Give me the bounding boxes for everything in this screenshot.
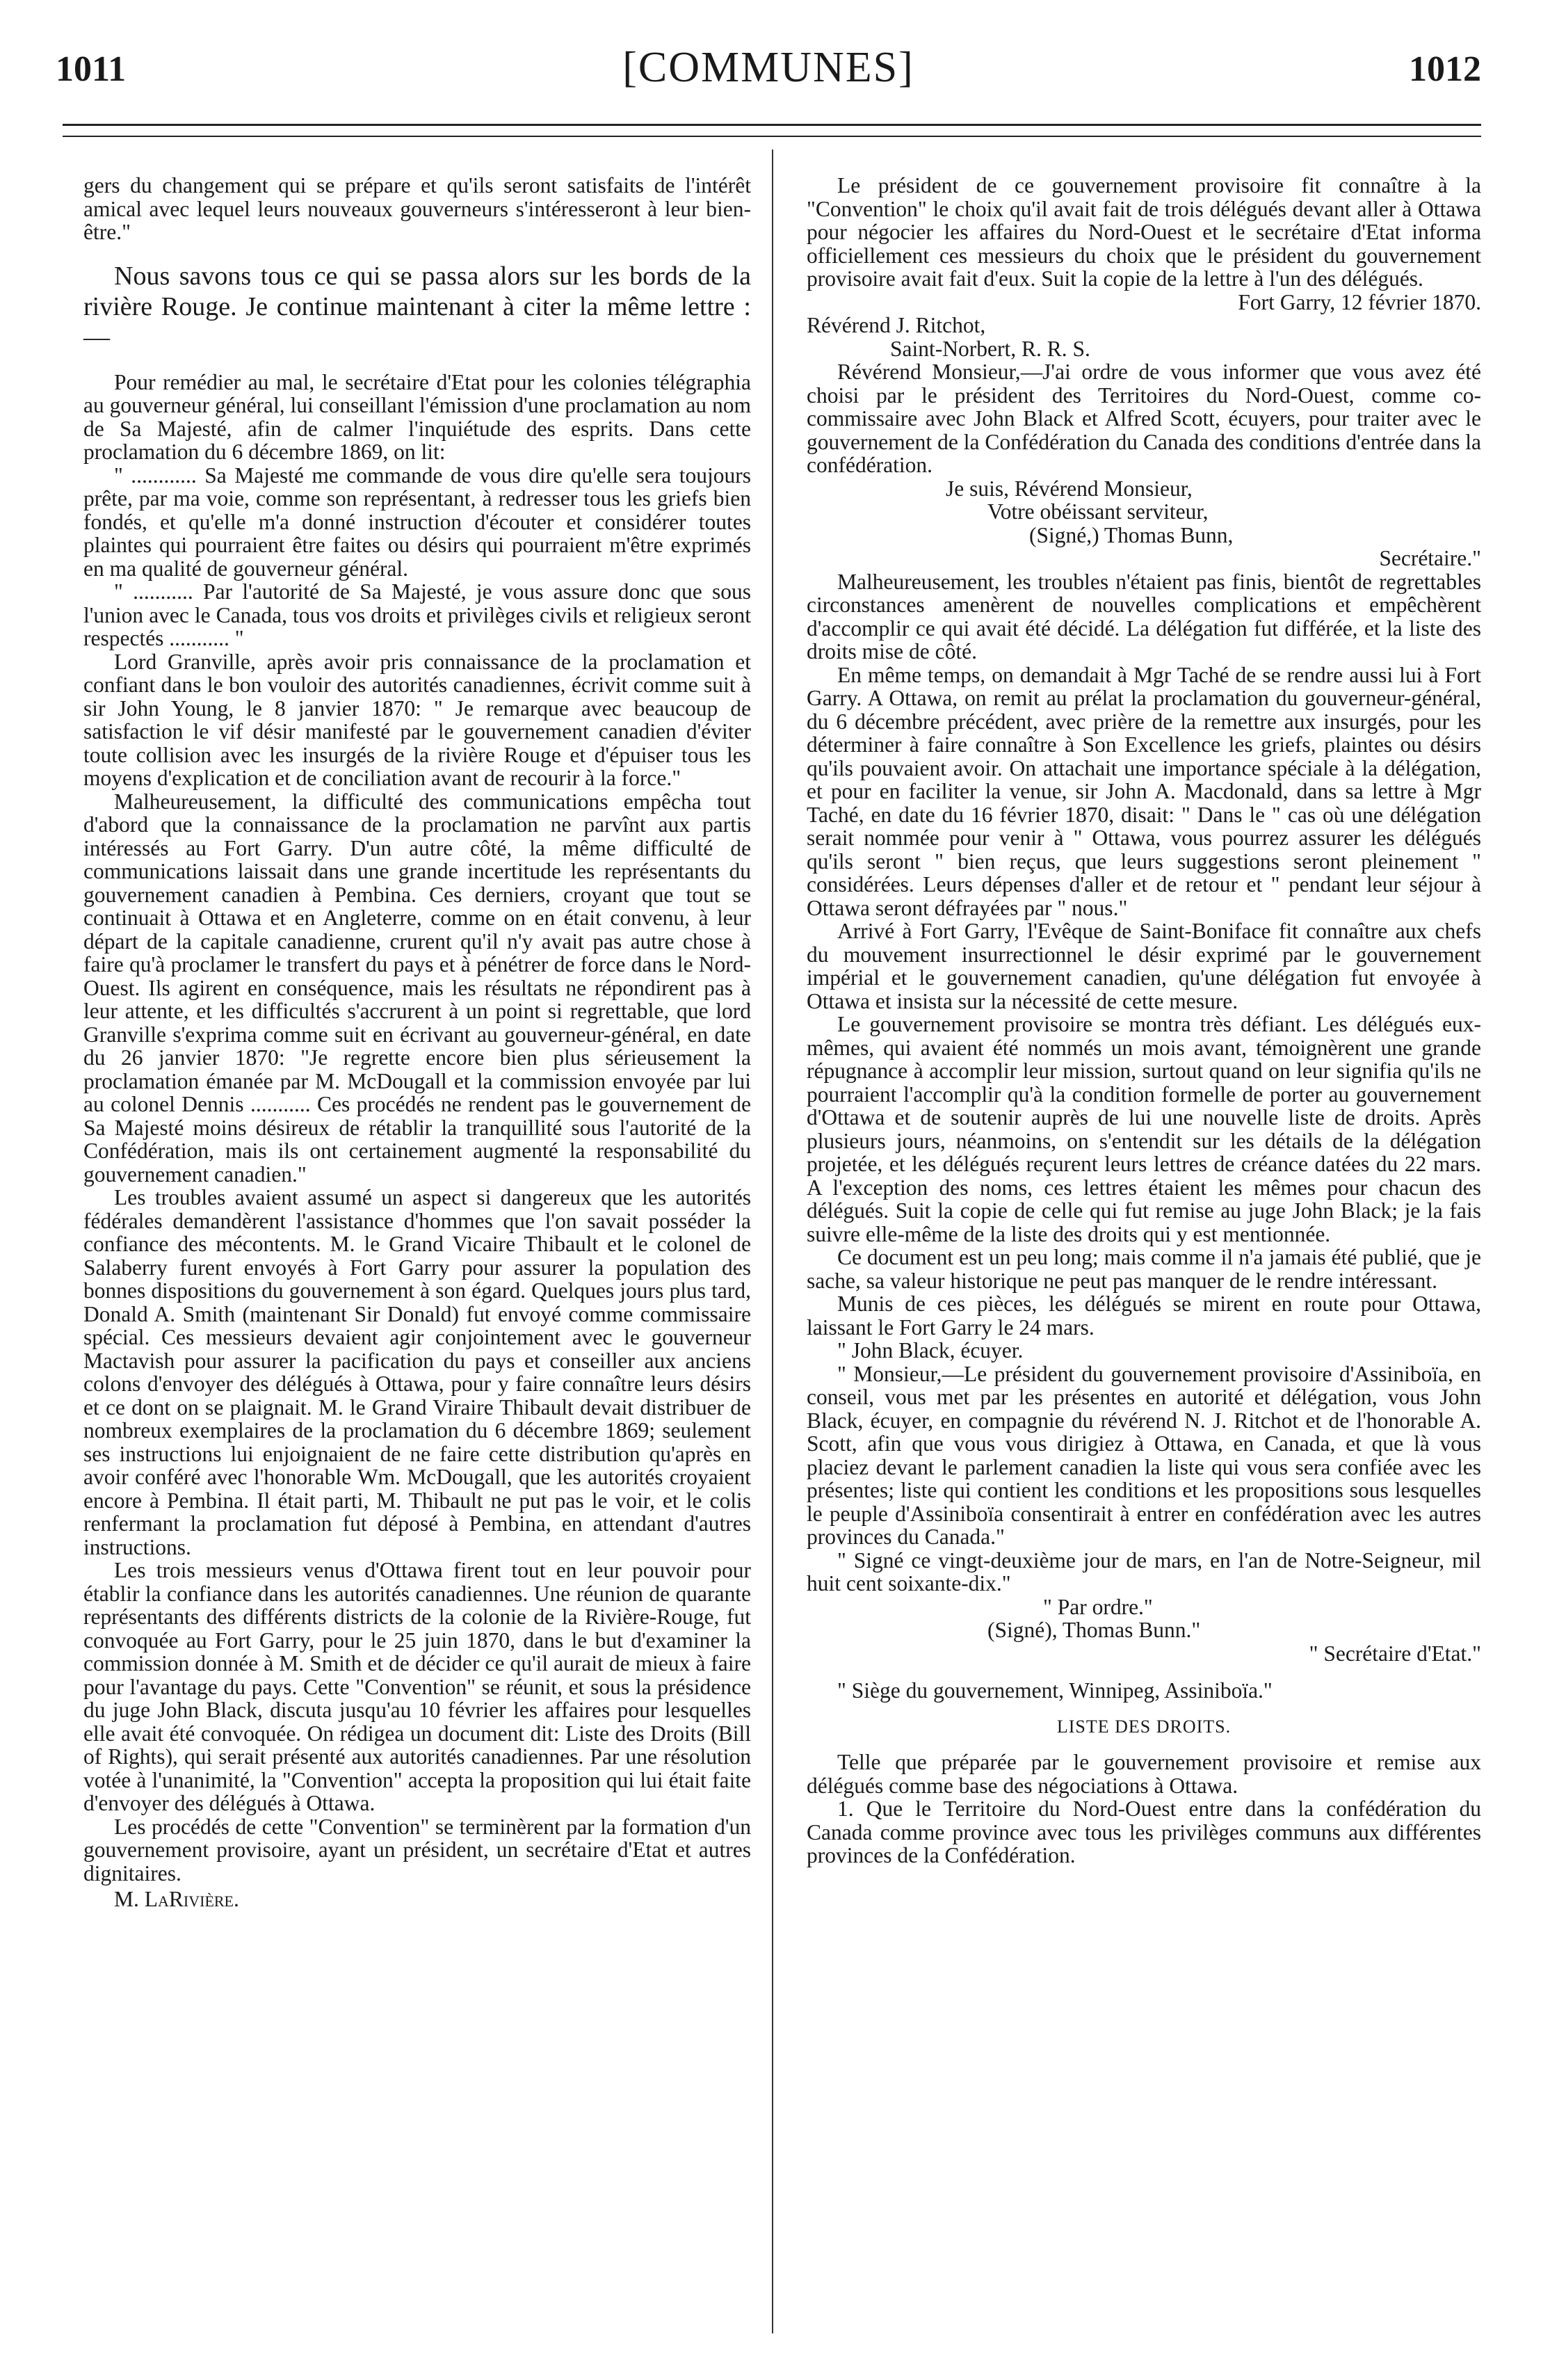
header-rule-bottom xyxy=(63,136,1481,137)
page-number-left: 1011 xyxy=(56,49,127,89)
running-head: [COMMUNES] xyxy=(622,44,914,91)
quote-paragraph: Les troubles avaient assumé un aspect si dangereux que les autorités fédérales demandèrent l'assistance d'hommes que l'on savait posséder la confiance des mécontents. M. le Grand Vicaire Thibault et le colonel de Salaberry furent envoyés à Fort Garry pour assurer la population des bonnes dispositions du gouvernement à son égard. Quelques jours plus tard, Donald A. Smith (maintenant Sir Donald) fut envoyé comme commissaire spécial. Ces messieurs devaient agir conjointement avec le gouverneur Mactavish pour assurer la pacification du pays et conseiller aux anciens colons d'envoyer des délégués à Ottawa, pour y faire connaître leurs désirs et ce dont on se plaignait. M. le Grand Viraire Thibault devait distribuer de nombreux exemplaires de la proclamation du 6 décembre 1869; seulement ses instructions lui enjoignaient de ne faire cette distribution qu'après en avoir conféré avec l'honorable Wm. McDougall, que les autorités croyaient encore à Pembina. Il était parti, M. Thibault ne put pas le voir, et le colis renfermant la proclamation fut déposé à Pembina, en attendant d'autres instructions. xyxy=(83,1185,751,1559)
letter-signature-title: Secrétaire." xyxy=(1379,546,1481,570)
letter-body: " Signé ce vingt-deuxième jour de mars, en l'an de Notre-Seigneur, mil huit cent soixante-dix." xyxy=(807,1547,1481,1595)
letter-signature-title: " Secrétaire d'Etat." xyxy=(1309,1641,1481,1666)
column-divider xyxy=(772,150,773,2333)
letter-place: " Siège du gouvernement, Winnipeg, Assiniboïa." xyxy=(837,1678,1273,1703)
speaker-signoff: M. LaRivière. xyxy=(114,1887,239,1911)
right-column xyxy=(807,174,1481,1867)
letter-addressee: " John Black, écuyer. xyxy=(837,1338,1024,1362)
letter-closing: Votre obéissant serviteur, xyxy=(987,499,1209,524)
page-number-right: 1012 xyxy=(1409,49,1481,89)
page-header xyxy=(56,43,1481,99)
quote-paragraph: " ........... Par l'autorité de Sa Majesté, je vous assure donc que sous l'union avec le Canada, tous vos droits et privilèges civils et religieux seront respectés ........... " xyxy=(83,579,751,650)
letter-closing: " Par ordre." xyxy=(1043,1594,1153,1619)
letter-closing: Je suis, Révérend Monsieur, xyxy=(946,476,1193,501)
paragraph: Le gouvernement provisoire se montra très défiant. Les délégués eux-mêmes, qui avaient été nommés un mois avant, témoignèrent une grande répugnance à accomplir leur mission, surtout quand on leur signifia qu'ils ne pourraient l'accomplir qu'à la condition formelle de porter au gouvernement d'Ottawa et de soutenir auprès de lui une nouvelle liste de droits. Après plusieurs jours, néanmoins, on s'entendit sur les détails de la délégation projetée, et les délégués reçurent leurs lettres de créance datées du 22 mars. A l'exception des noms, ces lettres étaient les mêmes pour chacun des délégués. Suit la copie de celle qui fut remise au juge John Black; je la fais suivre elle-même de la liste des droits qui y est mentionnée. xyxy=(807,1012,1481,1246)
letter-dateline: Fort Garry, 12 février 1870. xyxy=(1238,289,1481,314)
paragraph: Telle que préparée par le gouvernement provisoire et remise aux délégués comme base des négociations à Ottawa. xyxy=(807,1750,1481,1798)
paragraph: Malheureusement, les troubles n'étaient pas finis, bientôt de regrettables circonstances amenèrent de nouvelles complications et empêchèrent d'accomplir ce qui avait été décidé. La délégation fut différée, et la liste des droits mise de côté. xyxy=(807,569,1481,664)
left-column xyxy=(83,174,751,1911)
letter-addressee: Saint-Norbert, R. R. S. xyxy=(890,336,1090,361)
quote-paragraph: Malheureusement, la difficulté des communications empêcha tout d'abord que la connaissance de la proclamation ne parvînt aux partis intéressés au Fort Garry. D'un autre côté, la même difficulté de communications laissait dans une grande incertitude les représentants du gouvernement canadien à Pembina. Ces derniers, croyant que tout se continuait à Ottawa et en Angleterre, comme on en était convenu, à leur départ de la capitale canadienne, crurent qu'il n'y avait pas autre chose à faire qu'à proclamer le transfert du pays et à pénétrer de force dans le Nord-Ouest. Ils agirent en conséquence, mais les résultats ne répondirent pas à leur attente, et les difficultés s'accrurent à un point si regrettable, que lord Granville s'exprima comme suit en écrivant au gouverneur-général, en date du 26 janvier 1870: "Je regrette encore bien plus sérieusement la proclamation émanée par M. McDougall et la commission envoyée par lui au colonel Dennis ........... Ces procédés ne rendent pas le gouvernement de Sa Majesté moins désireux de rétablir la tranquillité sous l'autorité de la Confédération, mais ils ont certainement augmenté la responsabilité du gouvernement canadien." xyxy=(83,789,751,1187)
letter-signature: (Signé,) Thomas Bunn, xyxy=(1029,522,1234,547)
header-rule-top xyxy=(63,124,1481,126)
quote-paragraph: Les trois messieurs venus d'Ottawa firent tout en leur pouvoir pour établir la confiance dans les autorités canadiennes. Une réunion de quarante représentants des différents districts de la colonie de la Rivière-Rouge, fut convoquée au Fort Garry, pour le 25 juin 1870, dans le but d'examiner la commission donnée à M. Smith et de décider ce qu'il aurait de mieux à faire pour l'avantage du pays. Cette "Convention" se réunit, et sous la présidence du juge John Black, discuta jusqu'au 10 février les affaires pour lesquelles elle avait été convoquée. On rédigea un document dit: Liste des Droits (Bill of Rights), qui serait présenté aux autorités canadiennes. Par une résolution votée à l'unanimité, la "Convention" accepta la proposition qui lui était faite d'envoyer des délégués à Ottawa. xyxy=(83,1558,751,1815)
paragraph: Munis de ces pièces, les délégués se mirent en route pour Ottawa, laissant le Fort Garry le 24 mars. xyxy=(807,1292,1481,1340)
paragraph: Arrivé à Fort Garry, l'Evêque de Saint-Boniface fit connaître aux chefs du mouvement insurrectionnel le désir exprimé par le gouvernement impérial et le gouvernement canadien, qu'une délégation fut envoyée à Ottawa et insista sur la nécessité de cette mesure. xyxy=(807,919,1481,1013)
quote-paragraph: Pour remédier au mal, le secrétaire d'Etat pour les colonies télégraphia au gouverneur général, lui conseillant l'émission d'une proclamation au nom de Sa Majesté, afin de calmer l'inquiétude des esprits. Dans cette proclamation du 6 décembre 1869, on lit: xyxy=(83,369,751,464)
quote-paragraph: Les procédés de cette "Convention" se terminèrent par la formation d'un gouvernement provisoire, ayant un président, un secrétaire d'Etat et autres dignitaires. xyxy=(83,1814,751,1885)
paragraph: Ce document est un peu long; mais comme il n'a jamais été publié, que je sache, sa valeur historique ne peut pas manquer de le rendre intéressant. xyxy=(807,1245,1481,1293)
paragraph: Le président de ce gouvernement provisoire fit connaître à la "Convention" le choix qu'il avait fait de trois délégués devant aller à Ottawa pour négocier les affaires du Nord-Ouest et le secrétaire d'Etat informa officiellement ces messieurs du choix que le président du gouvernement provisoire avait fait d'eux. Suit la copie de la lettre à l'un des délégués. xyxy=(807,173,1481,291)
paragraph: gers du changement qui se prépare et qu'ils seront satisfaits de l'intérêt amical avec lequel leurs nouveaux gouverneurs s'intéresseront à leur bien-être." xyxy=(83,173,751,244)
quote-paragraph: " ............ Sa Majesté me commande de vous dire qu'elle sera toujours prête, par ma voie, comme son représentant, à redresser tous les griefs bien fondés, et qu'elle m'a donné instruction d'écouter et considérer toutes plaintes qui pourraient être faites ou désirs qui pourraient m'être exprimés en ma qualité de gouverneur général. xyxy=(83,463,751,581)
section-title: LISTE DES DROITS. xyxy=(1056,1716,1232,1737)
quote-paragraph: Lord Granville, après avoir pris connaissance de la proclamation et confiant dans le bon vouloir des autorités canadiennes, écrivit comme suit à sir John Young, le 8 janvier 1870: " Je remarque avec beaucoup de satisfaction le vif désir manifesté par le gouvernement canadien d'éviter toute collision avec les insurgés de la rivière Rouge et d'épuiser tous les moyens d'explication et de conciliation avant de recourir à la force." xyxy=(83,649,751,790)
letter-body: Révérend Monsieur,—J'ai ordre de vous informer que vous avez été choisi par le président des Territoires du Nord-Ouest, comme co-commissaire avec John Black et Alfred Scott, écuyers, pour traiter avec le gouvernement de la Confédération du Canada des conditions d'entrée dans la confédération. xyxy=(807,360,1481,477)
letter-addressee: Révérend J. Ritchot, xyxy=(807,313,986,337)
letter-body: " Monsieur,—Le président du gouvernement provisoire d'Assiniboïa, en conseil, vous met par les présentes en autorité et délégation, vous John Black, écuyer, en compagnie du révérend N. J. Ritchot et de l'honorable A. Scott, afin que vous vous dirigiez à Ottawa, en Canada, et que là vous placiez devant le parlement canadien la liste qui vous sera confiée avec les présentes; liste qui contient les conditions et les propositions sous lesquelles le peuple d'Assiniboïa consentirait à entrer en confédération avec les autres provinces du Canada." xyxy=(807,1361,1481,1549)
speech-paragraph: Nous savons tous ce qui se passa alors sur les bords de la rivière Rouge. Je continue maintenant à citer la même lettre :— xyxy=(83,261,751,352)
list-item: 1. Que le Territoire du Nord-Ouest entre dans la confédération du Canada comme province avec tous les privilèges communs aux différentes provinces de la Confédération. xyxy=(807,1796,1481,1867)
paragraph: En même temps, on demandait à Mgr Taché de se rendre aussi lui à Fort Garry. A Ottawa, on remit au prélat la proclamation du gouverneur-général, du 6 décembre précédent, avec prière de la remettre aux insurgés, pour les déterminer à faire connaître à Son Excellence les griefs, plaintes ou désirs qu'ils pouvaient avoir. On attachait une importance spéciale à la délégation, et pour en faciliter la venue, sir John A. Macdonald, dans sa lettre à Mgr Taché, en date du 16 février 1870, disait: " Dans le " cas où une délégation serait nommée pour venir à " Ottawa, vous pourrez assurer les délégués qu'ils seront " bien reçus, que leurs suggestions seront pleinement " considérées. Leurs dépenses d'aller et de retour et " pendant leur séjour à Ottawa seront défrayées par " nous." xyxy=(807,662,1481,920)
letter-signature: (Signé), Thomas Bunn." xyxy=(987,1618,1201,1642)
